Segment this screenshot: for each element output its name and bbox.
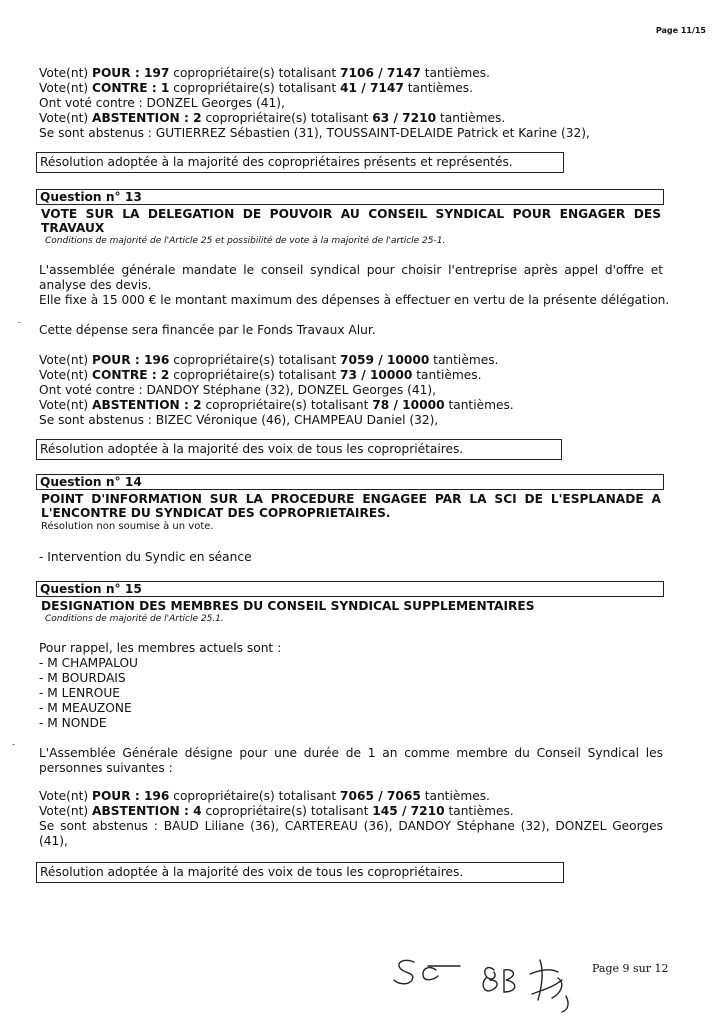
- question-13-para1: L'assemblée générale mandate le conseil syndical pour choisir l'entreprise après appel d'offre et analyse des devis.: [39, 263, 663, 292]
- member-list-item: - M BOURDAIS: [39, 671, 126, 685]
- question-14-title: POINT D'INFORMATION SUR LA PROCEDURE ENGAGEE PAR LA SCI DE L'ESPLANADE A L'ENCONTRE DU SYNDICAT DES COPROPRIETAIRES.: [41, 492, 661, 520]
- question-13-header: Question n° 13: [36, 189, 664, 205]
- member-list-item: - M MEAUZONE: [39, 701, 132, 715]
- abstention-names: Se sont abstenus : BIZEC Véronique (46), CHAMPEAU Daniel (32),: [39, 413, 439, 427]
- resolution-box: Résolution adoptée à la majorité des copropriétaires présents et représentés.: [36, 152, 564, 173]
- scan-speck: [18, 322, 21, 323]
- question-13-para2: Elle fixe à 15 000 € le montant maximum des dépenses à effectuer en vertu de la présente délégation.: [39, 293, 670, 307]
- member-list-item: - M LENROUE: [39, 686, 120, 700]
- question-13-title: VOTE SUR LA DELEGATION DE POUVOIR AU CONSEIL SYNDICAL POUR ENGAGER DES TRAVAUX: [41, 207, 661, 235]
- handwritten-initials-signature: [390, 950, 590, 1016]
- vote-pour-line: Vote(nt) POUR : 197 copropriétaire(s) totalisant 7106 / 7147 tantièmes.: [39, 66, 490, 80]
- vote-pour-line: Vote(nt) POUR : 196 copropriétaire(s) totalisant 7059 / 10000 tantièmes.: [39, 353, 499, 367]
- member-list-item: - M CHAMPALOU: [39, 656, 138, 670]
- question-15-title: DESIGNATION DES MEMBRES DU CONSEIL SYNDICAL SUPPLEMENTAIRES: [41, 599, 535, 613]
- question-14-item: - Intervention du Syndic en séance: [39, 550, 252, 564]
- abstention-names: Se sont abstenus : GUTIERREZ Sébastien (31), TOUSSAINT-DELAIDE Patrick et Karine (32),: [39, 126, 590, 140]
- page-number-footer: Page 9 sur 12: [592, 962, 669, 975]
- vote-abstention-line: Vote(nt) ABSTENTION : 4 copropriétaire(s) totalisant 145 / 7210 tantièmes.: [39, 804, 514, 818]
- vote-abstention-line: Vote(nt) ABSTENTION : 2 copropriétaire(s) totalisant 63 / 7210 tantièmes.: [39, 111, 506, 125]
- vote-contre-line: Vote(nt) CONTRE : 2 copropriétaire(s) totalisant 73 / 10000 tantièmes.: [39, 368, 482, 382]
- vote-contre-line: Vote(nt) CONTRE : 1 copropriétaire(s) totalisant 41 / 7147 tantièmes.: [39, 81, 473, 95]
- member-list-item: - M NONDE: [39, 716, 107, 730]
- scan-speck: [12, 744, 15, 745]
- resolution-box: Résolution adoptée à la majorité des voix de tous les copropriétaires.: [36, 862, 564, 883]
- contre-names: Ont voté contre : DANDOY Stéphane (32), DONZEL Georges (41),: [39, 383, 436, 397]
- vote-pour-line: Vote(nt) POUR : 196 copropriétaire(s) totalisant 7065 / 7065 tantièmes.: [39, 789, 490, 803]
- question-15-intro: Pour rappel, les membres actuels sont :: [39, 641, 282, 655]
- question-14-header: Question n° 14: [36, 474, 664, 490]
- question-13-conditions: Conditions de majorité de l'Article 25 et possibilité de vote à la majorité de l'article 25-1.: [45, 236, 446, 246]
- question-13-para3: Cette dépense sera financée par le Fonds Travaux Alur.: [39, 323, 376, 337]
- question-15-header: Question n° 15: [36, 581, 664, 597]
- question-15-designation: L'Assemblée Générale désigne pour une durée de 1 an comme membre du Conseil Syndical les personnes suivantes :: [39, 746, 663, 775]
- vote-abstention-line: Vote(nt) ABSTENTION : 2 copropriétaire(s) totalisant 78 / 10000 tantièmes.: [39, 398, 514, 412]
- contre-names: Ont voté contre : DONZEL Georges (41),: [39, 96, 285, 110]
- question-15-conditions: Conditions de majorité de l'Article 25.1.: [45, 614, 224, 624]
- page-number-header: Page 11/15: [655, 26, 706, 35]
- abstention-names: Se sont abstenus : BAUD Liliane (36), CARTEREAU (36), DANDOY Stéphane (32), DONZEL Georges (41),: [39, 819, 663, 848]
- resolution-box: Résolution adoptée à la majorité des voix de tous les copropriétaires.: [36, 439, 562, 460]
- question-14-note: Résolution non soumise à un vote.: [41, 521, 214, 532]
